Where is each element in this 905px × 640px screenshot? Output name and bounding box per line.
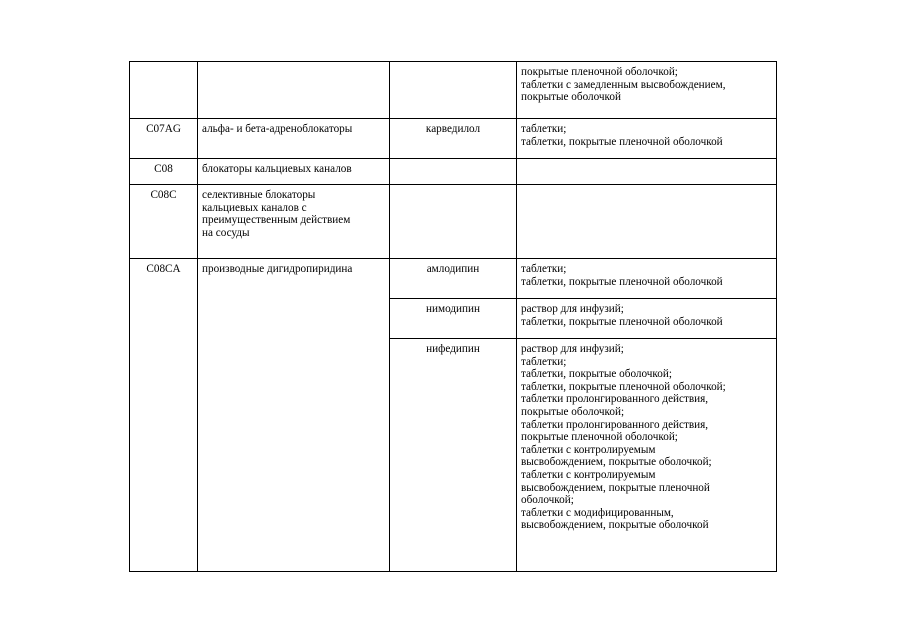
- dosage-form-cell: покрытые пленочной оболочкой; таблетки с замедленным высвобождением, покрытые оболочкой: [517, 62, 777, 119]
- dosage-form-cell: [517, 159, 777, 185]
- dosage-form-cell: раствор для инфузий; таблетки; таблетки, покрытые оболочкой; таблетки, покрытые пленочной оболочкой; таблетки пролонгированного действия, покрытые оболочкой; таблетки пролонгированного действия, покрытые пленочной оболочкой; таблетки с контролируемым высвобождением, покрытые оболочкой; таблетки с контролируемым высвобождением, покрытые пленочной оболочкой; таблетки с модифицированным, высвобождением, покрытые оболочкой: [517, 339, 777, 572]
- table-row: [130, 119, 777, 159]
- drug-name-cell: карведилол: [390, 119, 517, 159]
- table-row: [130, 259, 777, 299]
- drug-name-cell: амлодипин: [390, 259, 517, 299]
- dosage-form-cell: раствор для инфузий; таблетки, покрытые пленочной оболочкой: [517, 299, 777, 339]
- table-row: [130, 62, 777, 119]
- drug-table: [129, 61, 777, 572]
- dosage-form-cell: таблетки; таблетки, покрытые пленочной оболочкой: [517, 119, 777, 159]
- drug-name-cell: [390, 159, 517, 185]
- group-cell: блокаторы кальциевых каналов: [198, 159, 390, 185]
- dosage-form-cell: таблетки; таблетки, покрытые пленочной оболочкой: [517, 259, 777, 299]
- group-cell: [198, 62, 390, 119]
- group-cell: селективные блокаторы кальциевых каналов с преимущественным действием на сосуды: [198, 185, 390, 259]
- group-cell: производные дигидропиридина: [198, 259, 390, 572]
- dosage-form-cell: [517, 185, 777, 259]
- atc-code-cell: C08C: [130, 185, 198, 259]
- atc-code-cell: C08: [130, 159, 198, 185]
- drug-name-cell: [390, 185, 517, 259]
- drug-name-cell: нифедипин: [390, 339, 517, 572]
- table-row: [130, 185, 777, 259]
- group-cell: альфа- и бета-адреноблокаторы: [198, 119, 390, 159]
- atc-code-cell: [130, 62, 198, 119]
- table-row: [130, 159, 777, 185]
- drug-name-cell: нимодипин: [390, 299, 517, 339]
- atc-code-cell: C07AG: [130, 119, 198, 159]
- drug-name-cell: [390, 62, 517, 119]
- atc-code-cell: C08CA: [130, 259, 198, 572]
